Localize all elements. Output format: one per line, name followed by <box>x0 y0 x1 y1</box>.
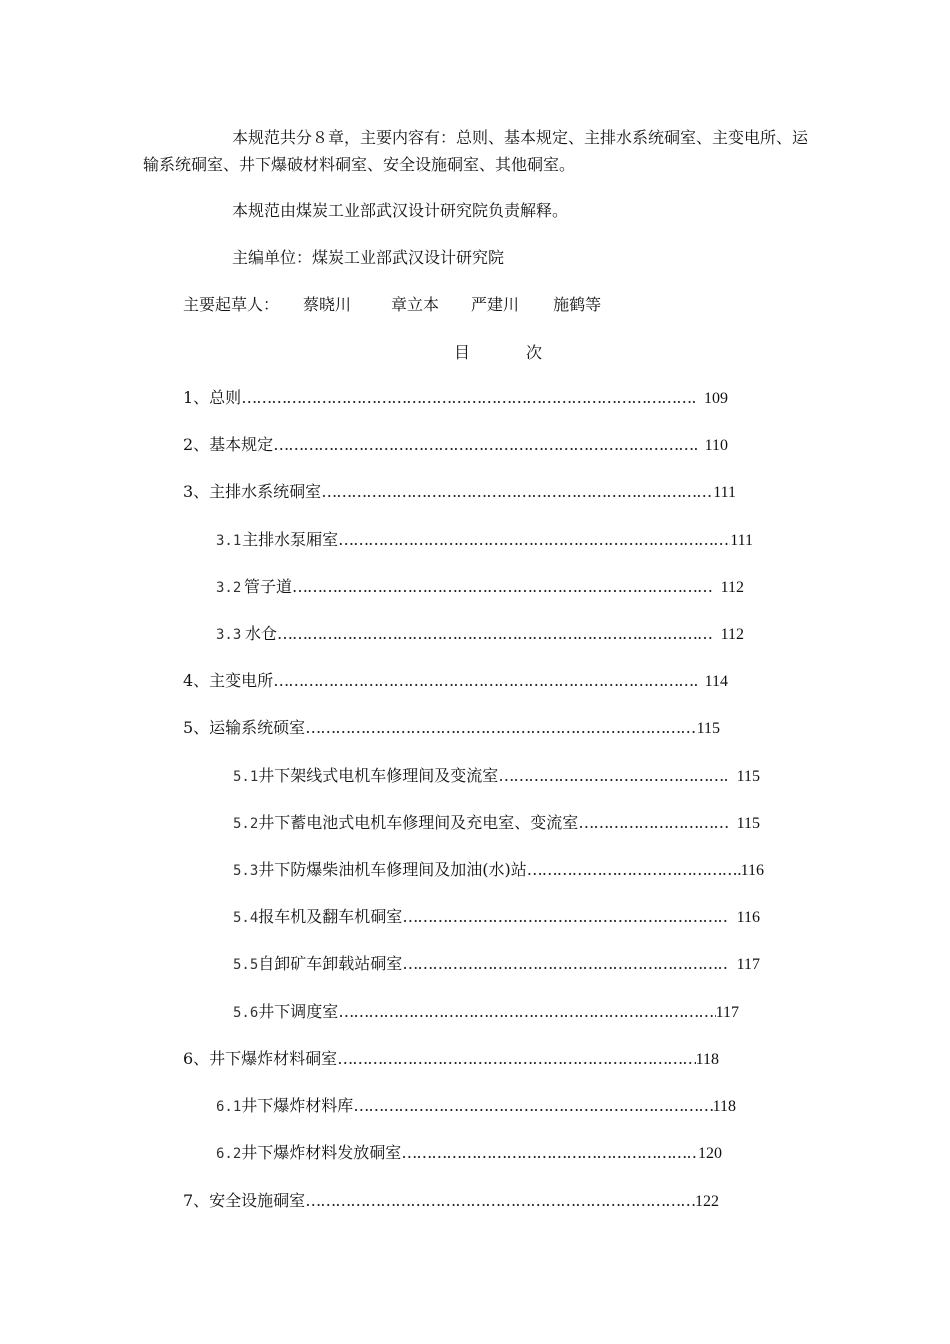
drafters-label: 主要起草人： <box>183 295 280 314</box>
toc-leader-dots <box>273 434 696 456</box>
toc-leader-dots <box>401 1142 698 1164</box>
toc-entry-title: 井下蓄电池式电机车修理间及充电室、变流室 <box>258 813 579 832</box>
toc-leader-dots <box>338 1001 715 1023</box>
toc-page-number: 111 <box>713 484 736 501</box>
toc-entry[interactable] <box>216 576 744 598</box>
toc-page-number: 115 <box>696 720 720 737</box>
toc-entry[interactable] <box>183 670 728 692</box>
toc-leader-dots <box>277 623 713 645</box>
toc-entry[interactable] <box>183 434 728 456</box>
toc-entry-title: 报车机及翻车机硐室 <box>258 907 403 926</box>
toc-leader-dots <box>402 953 728 975</box>
toc-section-number: 5.5 <box>233 957 259 973</box>
toc-leader-dots <box>337 1048 695 1070</box>
toc-entry[interactable] <box>183 481 736 503</box>
toc-entry[interactable] <box>233 859 764 881</box>
toc-page-number: 110 <box>704 437 728 454</box>
toc-section-number: 5.6 <box>233 1005 259 1021</box>
toc-page-number: 112 <box>720 579 744 596</box>
toc-entry[interactable] <box>233 812 760 834</box>
toc-leader-dots <box>353 1095 712 1117</box>
toc-entry[interactable] <box>183 1190 719 1212</box>
toc-entry[interactable] <box>216 623 744 645</box>
toc-leader-dots <box>305 1190 695 1212</box>
toc-page-number: 116 <box>740 862 764 879</box>
drafter-name: 章立本 <box>391 295 440 314</box>
toc-entry-title: 4、主变电所 <box>183 671 274 690</box>
toc-leader-dots <box>273 670 696 692</box>
toc-entry-title: 井下架线式电机车修理间及变流室 <box>258 766 499 785</box>
toc-entry[interactable] <box>183 387 728 409</box>
toc-leader-dots <box>402 906 728 928</box>
toc-entry[interactable] <box>183 1048 719 1070</box>
toc-page-number: 112 <box>720 626 744 643</box>
toc-entry-title: 6、井下爆炸材料硐室 <box>183 1049 338 1068</box>
toc-leader-dots <box>321 481 713 503</box>
toc-page-number: 120 <box>698 1145 722 1162</box>
toc-entry[interactable] <box>216 529 753 551</box>
drafter-name: 严建川 <box>471 295 520 314</box>
toc-entry-title: 井下调度室 <box>258 1002 339 1021</box>
toc-entry[interactable] <box>216 1095 736 1117</box>
toc-page-number: 115 <box>736 815 760 832</box>
toc-section-number: 3.2 <box>216 580 242 596</box>
toc-title: 目次 <box>454 343 599 362</box>
toc-section-number: 3.1 <box>216 533 242 549</box>
toc-leader-dots <box>498 765 728 787</box>
interpretation-statement: 本规范由煤炭工业部武汉设计研究院负责解释。 <box>232 201 569 220</box>
toc-entry[interactable] <box>233 953 760 975</box>
toc-entry[interactable] <box>233 906 760 928</box>
intro-paragraph: 本规范共分８章，主要内容有：总则、基本规定、主排水系统硐室、主变电所、运输系统硐室、井下爆破材料硐室、安全设施硐室、其他硐室。 <box>143 128 809 174</box>
toc-entry-title: 井下爆炸材料发放硐室 <box>241 1143 402 1162</box>
toc-page-number: 111 <box>730 532 753 549</box>
toc-leader-dots <box>338 529 730 551</box>
toc-leader-dots <box>241 387 696 409</box>
toc-entry[interactable] <box>216 1142 722 1164</box>
toc-section-number: 3.3 <box>216 627 242 643</box>
toc-section-number: 6.1 <box>216 1099 242 1115</box>
toc-entry-title: 主排水泵厢室 <box>242 530 339 549</box>
toc-entry-title: 5、运输系统硕室 <box>183 718 306 737</box>
drafter-name: 施鹤等 <box>553 295 602 314</box>
toc-entry-title: 井下爆炸材料库 <box>241 1096 354 1115</box>
toc-page-number: 122 <box>695 1193 719 1210</box>
toc-section-number: 6.2 <box>216 1146 242 1162</box>
toc-leader-dots <box>305 717 696 739</box>
toc-section-number: 5.3 <box>233 863 259 879</box>
toc-page-number: 115 <box>736 768 760 785</box>
toc-leader-dots <box>578 812 728 834</box>
toc-section-number: 5.1 <box>233 769 259 785</box>
toc-entry-title: 水仓 <box>245 624 278 643</box>
toc-entry[interactable] <box>233 1001 739 1023</box>
chief-editor-unit: 主编单位：煤炭工业部武汉设计研究院 <box>232 248 505 267</box>
toc-page-number: 114 <box>704 673 728 690</box>
toc-entry[interactable] <box>233 765 760 787</box>
toc-leader-dots <box>292 576 713 598</box>
toc-entry-title: 7、安全设施硐室 <box>183 1191 306 1210</box>
toc-entry[interactable] <box>183 717 720 739</box>
toc-leader-dots <box>527 859 741 881</box>
toc-entry-title: 3、主排水系统硐室 <box>183 482 322 501</box>
toc-section-number: 5.2 <box>233 816 259 832</box>
toc-page-number: 109 <box>704 390 728 407</box>
toc-section-number: 5.4 <box>233 910 259 926</box>
toc-entry-title: 1、总则 <box>183 388 242 407</box>
toc-entry-title: 井下防爆柴油机车修理间及加油(水)站 <box>258 860 527 879</box>
toc-entry-title: 管子道 <box>244 577 293 596</box>
toc-page-number: 116 <box>736 909 760 926</box>
toc-entry-title: 自卸矿车卸载站硐室 <box>258 954 403 973</box>
toc-page-number: 118 <box>695 1051 719 1068</box>
toc-entry-title: 2、基本规定 <box>183 435 274 454</box>
toc-page-number: 117 <box>736 956 760 973</box>
toc-page-number: 117 <box>715 1004 739 1021</box>
drafter-name: 蔡晓川 <box>303 295 352 314</box>
toc-page-number: 118 <box>712 1098 736 1115</box>
